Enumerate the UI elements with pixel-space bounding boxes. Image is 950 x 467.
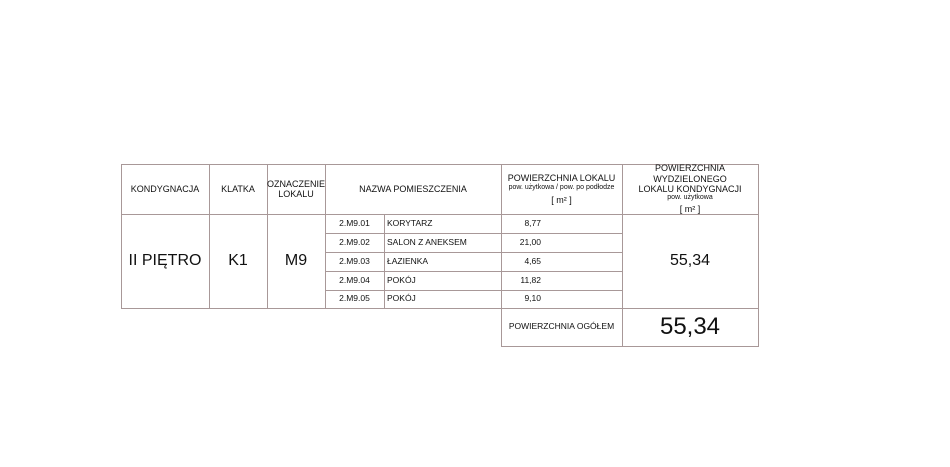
header-oznaczenie-line2: LOKALU [278,189,314,199]
header-powierzchnia-wydzielonego [622,164,758,214]
rule [758,164,759,347]
room-name: POKÓJ [387,274,416,285]
header-oznaczenie-lokalu [267,164,325,214]
kondygnacja-value: II PIĘTRO [128,251,202,269]
lokal-value: M9 [284,251,308,269]
room-area: 8,77 [524,217,541,228]
room-area: 9,10 [524,293,541,304]
header-wydzielonego-line1: POWIERZCHNIA WYDZIELONEGO [653,163,727,184]
header-oznaczenie-line1: OZNACZENIE [267,178,326,189]
header-wydzielonego-line2: LOKALU KONDYGNACJI [638,183,742,194]
header-powierzchnia-lokalu-sub: pow. użytkowa / pow. po podłodze [508,183,615,191]
room-name: POKÓJ [387,293,416,304]
total-value: 55,34 [659,313,721,341]
header-wydzielonego-sub: pow. użytkowa [667,194,713,202]
header-klatka: KLATKA [221,183,255,194]
rule [501,346,759,347]
wydzielona-powierzchnia-value: 55,34 [669,251,711,269]
header-nazwa-pomieszczenia: NAZWA POMIESZCZENIA [359,183,467,194]
room-id: 2.M9.02 [339,236,370,247]
room-name: ŁAZIENKA [387,255,429,266]
room-area: 21,00 [519,236,541,247]
room-id: 2.M9.03 [339,255,370,266]
header-powierzchnia-lokalu-unit: [ m² ] [551,195,572,206]
room-id: 2.M9.04 [339,274,370,285]
room-name: KORYTARZ [387,217,433,228]
header-wydzielonego-unit: [ m² ] [679,204,701,215]
room-area: 4,65 [524,255,541,266]
header-powierzchnia-lokalu-title: POWIERZCHNIA LOKALU [507,172,616,183]
room-area: 11,82 [520,274,541,285]
klatka-value: K1 [228,251,248,269]
room-name: SALON Z ANEKSEM [387,236,467,247]
total-label: POWIERZCHNIA OGÓŁEM [508,321,615,332]
header-powierzchnia-lokalu [501,164,622,214]
room-id: 2.M9.01 [339,217,370,228]
room-id: 2.M9.05 [339,293,370,304]
header-kondygnacja: KONDYGNACJA [130,183,200,194]
